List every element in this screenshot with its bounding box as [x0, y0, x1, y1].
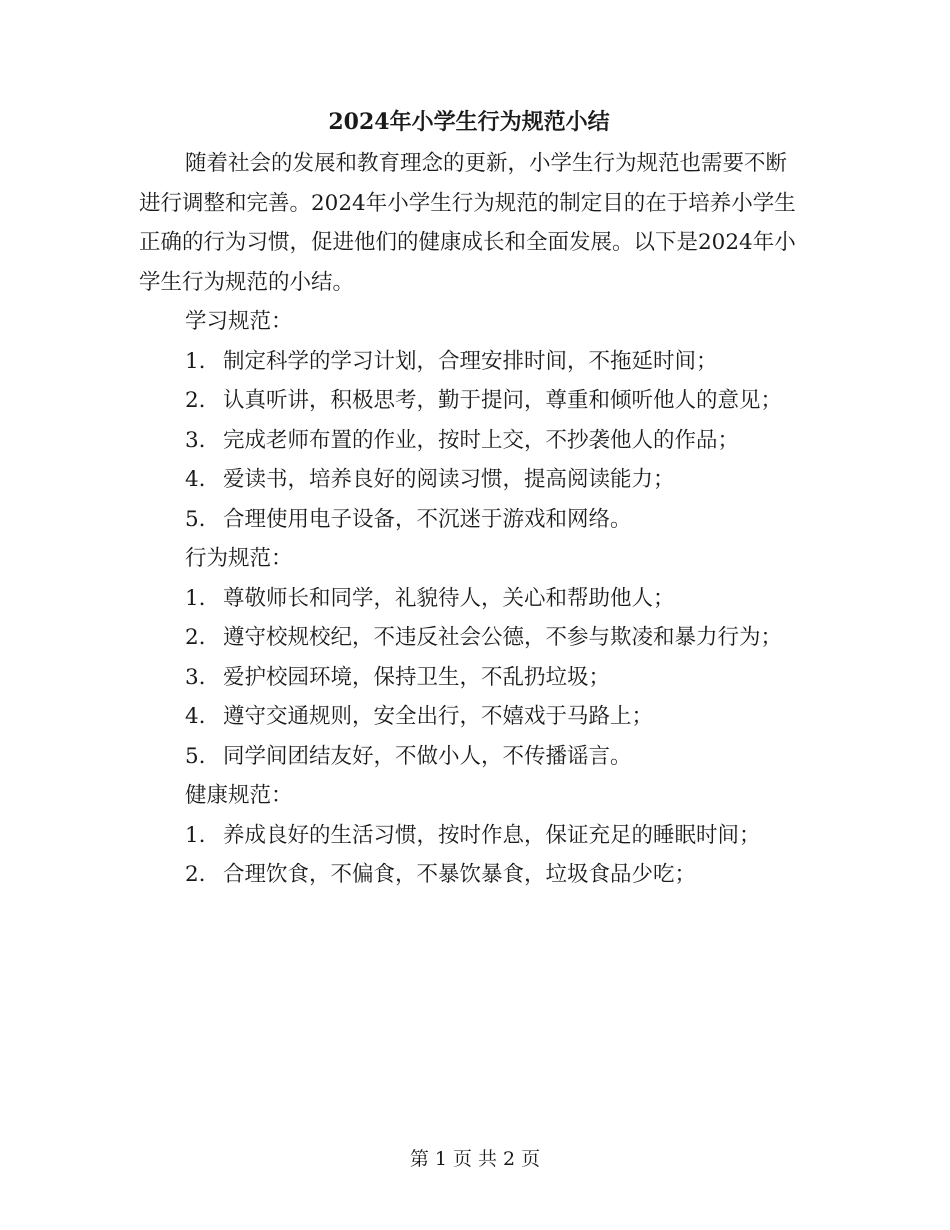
list-item-number: 2.: [185, 388, 206, 413]
list-item-text: 制定科学的学习计划，合理安排时间，不拖延时间；: [223, 348, 718, 374]
list-item-text: 同学间团结友好，不做小人，不传播谣言。: [223, 743, 632, 769]
list-item-text: 遵守交通规则，安全出行，不嬉戏于马路上；: [223, 704, 654, 729]
list-item-number: 5.: [185, 506, 206, 532]
section-heading-study: 学习规范：: [185, 309, 293, 334]
list-item: [139, 816, 799, 856]
document-body: [139, 100, 799, 895]
list-item: [139, 737, 799, 777]
section-heading-health: 健康规范：: [185, 783, 293, 808]
page-number-footer: 第 1 页 共 2 页: [409, 1148, 541, 1170]
list-item-number: 1.: [185, 348, 206, 374]
list-item: [139, 658, 799, 698]
list-item-number: 4.: [185, 704, 206, 729]
list-item-number: 2.: [185, 862, 206, 887]
document-title: 2024年小学生行为规范小结: [328, 109, 610, 135]
list-item-text: 爱护校园环境，保持卫生，不乱扔垃圾；: [223, 664, 611, 690]
list-item-number: 1.: [185, 822, 206, 848]
list-item-text: 尊敬师长和同学，礼貌待人，关心和帮助他人；: [223, 585, 675, 611]
list-item-text: 养成良好的生活习惯，按时作息，保证充足的睡眠时间；: [223, 822, 761, 848]
list-item-number: 4.: [185, 467, 206, 492]
list-item: [139, 500, 799, 540]
list-item-number: 2.: [185, 625, 206, 650]
list-item-text: 遵守校规校纪，不违反社会公德，不参与欺凌和暴力行为；: [223, 625, 783, 650]
list-item: [139, 855, 799, 895]
intro-paragraph: 随着社会的发展和教育理念的更新，小学生行为规范也需要不断进行调整和完善。2024年小学生行为规范的制定目的在于培养小学生正确的行为习惯，促进他们的健康成长和全面发展。以下是2024年小学生行为规范的小结。: [139, 151, 796, 295]
list-item: [139, 579, 799, 619]
list-item-text: 合理使用电子设备，不沉迷于游戏和网络。: [223, 506, 632, 532]
list-item: [139, 697, 799, 737]
list-item-text: 完成老师布置的作业，按时上交，不抄袭他人的作品；: [223, 427, 740, 453]
list-item: [139, 460, 799, 500]
list-item: [139, 421, 799, 461]
list-item: [139, 381, 799, 421]
list-item-number: 3.: [185, 664, 206, 690]
list-item-text: 认真听讲，积极思考，勤于提问，尊重和倾听他人的意见；: [223, 388, 783, 413]
list-item-text: 爱读书，培养良好的阅读习惯，提高阅读能力；: [223, 467, 675, 492]
list-item: [139, 618, 799, 658]
section-heading-behavior: 行为规范：: [185, 546, 293, 571]
list-item-number: 1.: [185, 585, 206, 611]
list-item: [139, 342, 799, 382]
list-item-number: 5.: [185, 743, 206, 769]
list-item-text: 合理饮食，不偏食，不暴饮暴食，垃圾食品少吃；: [223, 862, 697, 887]
list-item-number: 3.: [185, 427, 206, 453]
